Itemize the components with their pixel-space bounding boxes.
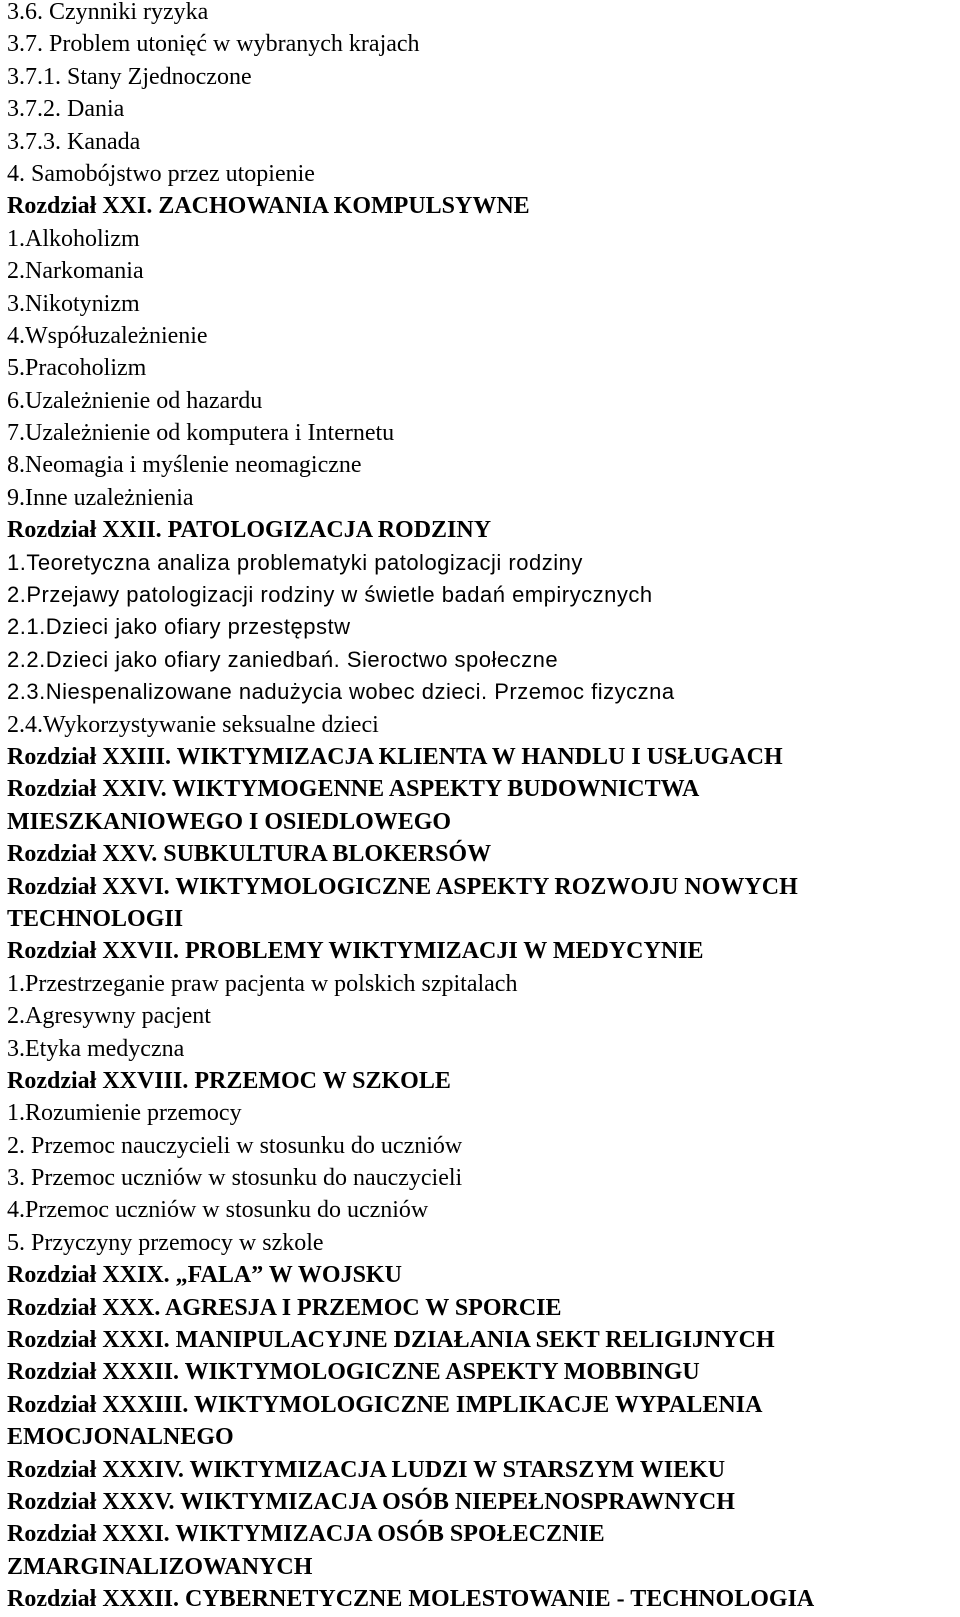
- toc-entry: 2.4.Wykorzystywanie seksualne dzieci: [7, 711, 379, 738]
- toc-entry: 2. Przemoc nauczycieli w stosunku do uczniów: [7, 1132, 463, 1159]
- toc-entry: 5. Przyczyny przemocy w szkole: [7, 1229, 324, 1256]
- toc-entry: 2.Narkomania: [7, 258, 144, 285]
- chapter-heading: Rozdział XXVII. PROBLEMY WIKTYMIZACJI W MEDYCYNIE: [7, 938, 704, 965]
- toc-entry: 1.Teoretyczna analiza problematyki patologizacji rodziny: [7, 549, 583, 575]
- chapter-heading: Rozdział XXIII. WIKTYMIZACJA KLIENTA W HANDLU I USŁUGACH: [7, 743, 783, 770]
- chapter-heading: Rozdział XXIX. „FALA” W WOJSKU: [7, 1262, 402, 1289]
- toc-entry: 2.2.Dzieci jako ofiary zaniedbań. Sieroctwo społeczne: [7, 646, 559, 672]
- toc-entry: 9.Inne uzależnienia: [7, 484, 194, 511]
- toc-entry: 2.Przejawy patologizacji rodziny w świetle badań empirycznych: [7, 582, 653, 608]
- toc-entry: 7.Uzależnienie od komputera i Internetu: [7, 420, 395, 447]
- toc-entry: 1.Rozumienie przemocy: [7, 1100, 242, 1127]
- chapter-heading: Rozdział XXXI. MANIPULACYJNE DZIAŁANIA SEKT RELIGIJNYCH: [7, 1327, 775, 1354]
- chapter-heading: Rozdział XXXIII. WIKTYMOLOGICZNE IMPLIKACJE WYPALENIA: [7, 1391, 763, 1418]
- toc-entry: 3.7. Problem utonięć w wybranych krajach: [7, 31, 420, 58]
- toc-entry: 3. Przemoc uczniów w stosunku do nauczycieli: [7, 1165, 463, 1192]
- chapter-heading: Rozdział XXVIII. PRZEMOC W SZKOLE: [7, 1067, 451, 1094]
- chapter-heading: Rozdział XXVI. WIKTYMOLOGICZNE ASPEKTY ROZWOJU NOWYCH: [7, 873, 798, 900]
- toc-entry: 8.Neomagia i myślenie neomagiczne: [7, 452, 362, 479]
- chapter-heading: Rozdział XXX. AGRESJA I PRZEMOC W SPORCIE: [7, 1294, 562, 1321]
- toc-entry: 4.Przemoc uczniów w stosunku do uczniów: [7, 1197, 429, 1224]
- toc-entry: 2.Agresywny pacjent: [7, 1003, 211, 1030]
- chapter-heading: Rozdział XXXV. WIKTYMIZACJA OSÓB NIEPEŁNOSPRAWNYCH: [7, 1488, 735, 1515]
- chapter-heading: Rozdział XXII. PATOLOGIZACJA RODZINY: [7, 517, 492, 544]
- chapter-heading: ZMARGINALIZOWANYCH: [7, 1553, 313, 1580]
- toc-entry: 6.Uzależnienie od hazardu: [7, 387, 263, 414]
- toc-entry: 3.6. Czynniki ryzyka: [7, 0, 209, 25]
- toc-entry: 3.7.3. Kanada: [7, 128, 141, 155]
- chapter-heading: Rozdział XXI. ZACHOWANIA KOMPULSYWNE: [7, 193, 530, 220]
- chapter-heading: Rozdział XXXIV. WIKTYMIZACJA LUDZI W STARSZYM WIEKU: [7, 1456, 726, 1483]
- toc-entry: 3.Etyka medyczna: [7, 1035, 185, 1062]
- chapter-heading: Rozdział XXXI. WIKTYMIZACJA OSÓB SPOŁECZNIE: [7, 1521, 605, 1548]
- chapter-heading: Rozdział XXV. SUBKULTURA BLOKERSÓW: [7, 841, 492, 868]
- toc-entry: 3.7.1. Stany Zjednoczone: [7, 63, 252, 90]
- chapter-heading: Rozdział XXXII. CYBERNETYCZNE MOLESTOWANIE - TECHNOLOGIA: [7, 1586, 815, 1613]
- toc-entry: 3.Nikotynizm: [7, 290, 140, 317]
- chapter-heading: MIESZKANIOWEGO I OSIEDLOWEGO: [7, 808, 452, 835]
- toc-entry: 1.Przestrzeganie praw pacjenta w polskich szpitalach: [7, 970, 518, 997]
- toc-entry: 4.Współuzależnienie: [7, 322, 208, 349]
- toc-entry: 2.3.Niespenalizowane nadużycia wobec dzieci. Przemoc fizyczna: [7, 679, 675, 705]
- toc-entry: 5.Pracoholizm: [7, 355, 147, 382]
- chapter-heading: TECHNOLOGII: [7, 905, 184, 932]
- chapter-heading: Rozdział XXXII. WIKTYMOLOGICZNE ASPEKTY MOBBINGU: [7, 1359, 700, 1386]
- chapter-heading: EMOCJONALNEGO: [7, 1424, 234, 1451]
- toc-entry: 3.7.2. Dania: [7, 96, 125, 123]
- toc-entry: 2.1.Dzieci jako ofiary przestępstw: [7, 614, 351, 640]
- toc-entry: 1.Alkoholizm: [7, 225, 140, 252]
- chapter-heading: Rozdział XXIV. WIKTYMOGENNE ASPEKTY BUDOWNICTWA: [7, 776, 700, 803]
- table-of-contents: [7, 0, 955, 1616]
- toc-entry: 4. Samobójstwo przez utopienie: [7, 160, 315, 187]
